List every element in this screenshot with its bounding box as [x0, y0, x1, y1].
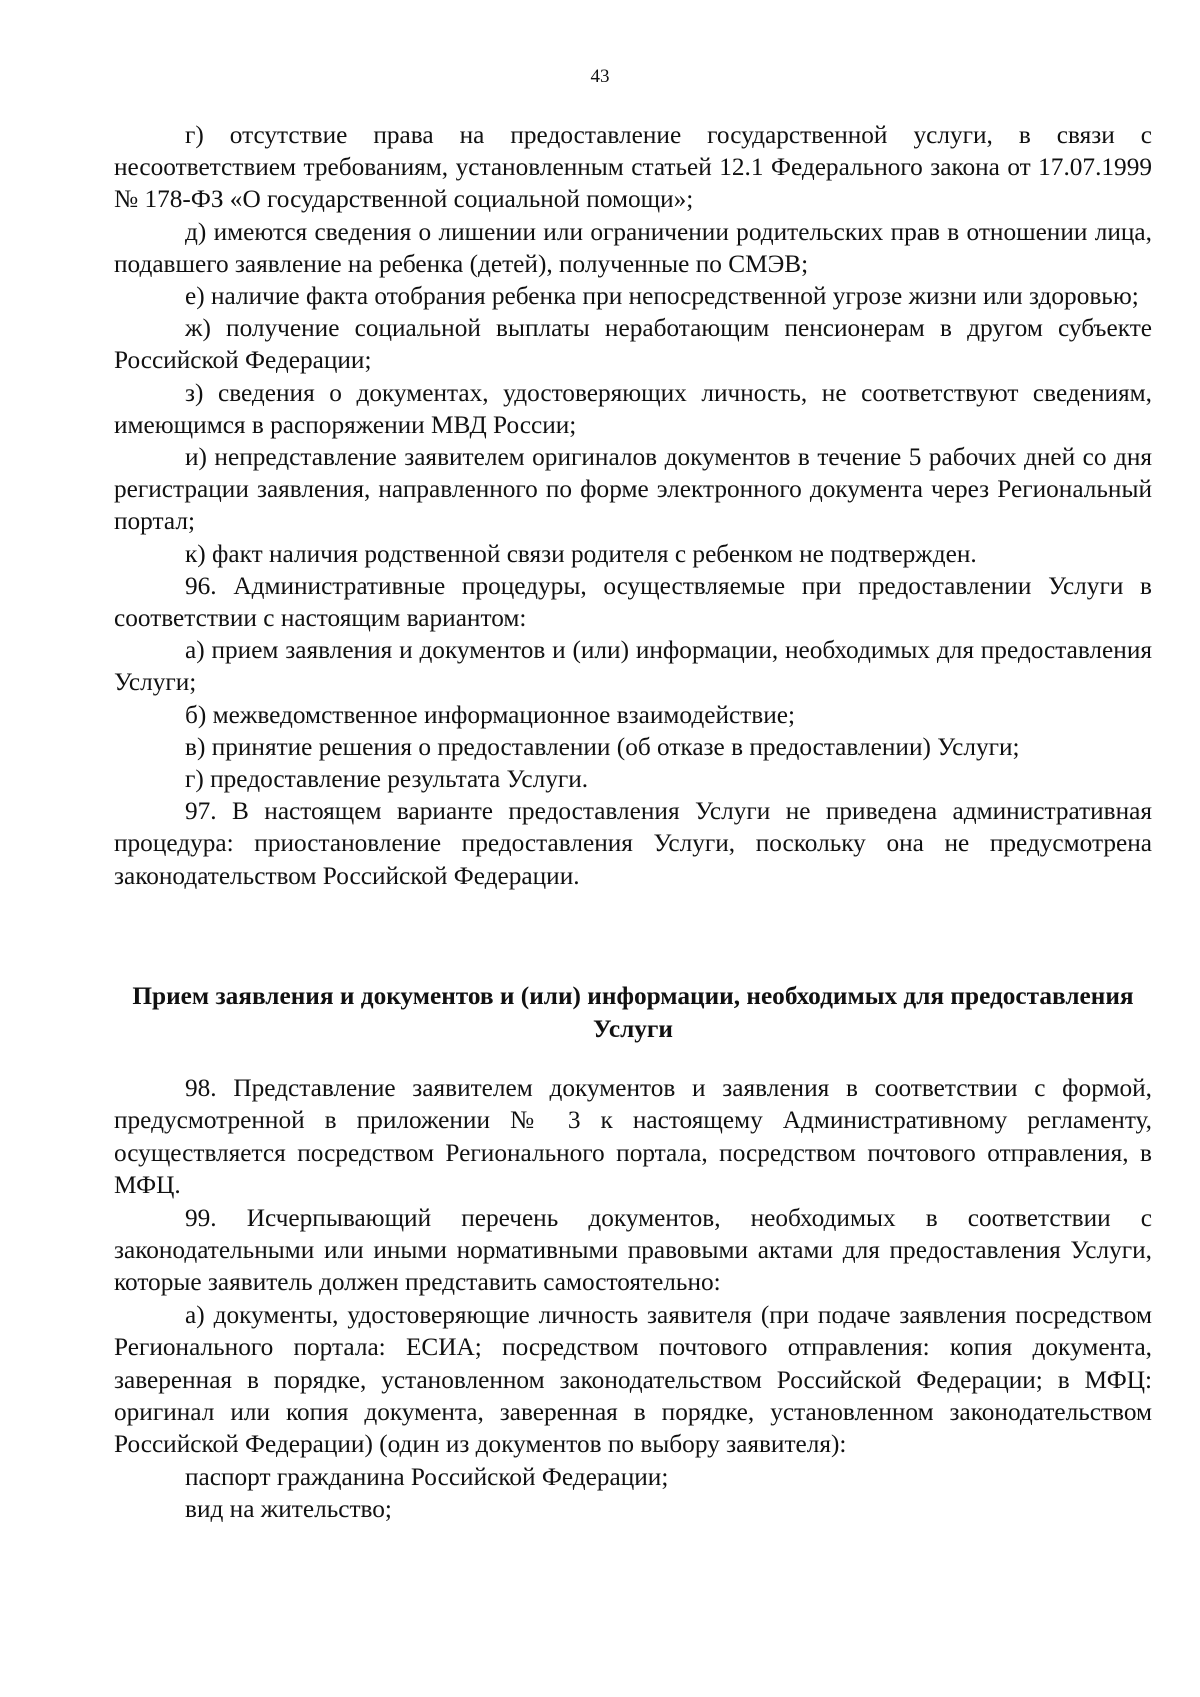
paragraph: вид на жительство;: [185, 1495, 392, 1524]
paragraph: з) сведения о документах, удостоверяющих личность, не соответствуют сведениям, имеющимся в распоряжении МВД России;: [114, 378, 1152, 439]
section-heading: Прием заявления и документов и (или) информации, необходимых для предоставления Услуги: [132, 982, 1134, 1043]
paragraph: 98. Представление заявителем документов и заявления в соответствии с формой, предусмотренной в приложении № 3 к настоящему Административному регламенту, осуществляется посредством Регионального портала, посредством почтового отправления, в МФЦ.: [114, 1074, 1152, 1200]
paragraph: б) межведомственное информационное взаимодействие;: [185, 700, 796, 729]
paragraph: е) наличие факта отобрания ребенка при непосредственной угрозе жизни или здоровью;: [185, 282, 1139, 311]
paragraph: 97. В настоящем варианте предоставления Услуги не приведена административная процедура: приостановление предоставления Услуги, поскольку она не предусмотрена законодательством Российской Федерации.: [114, 797, 1152, 890]
paragraph: 99. Исчерпывающий перечень документов, необходимых в соответствии с законодательными или иными нормативными правовыми актами для предоставления Услуги, которые заявитель должен представить самостоятельно:: [114, 1203, 1152, 1297]
body-text-bottom: [114, 1072, 1152, 1526]
paragraph: а) прием заявления и документов и (или) информации, необходимых для предоставления Услуги;: [114, 636, 1152, 697]
paragraph: 96. Административные процедуры, осуществляемые при предоставлении Услуги в соответствии с настоящим вариантом:: [114, 571, 1152, 633]
paragraph: паспорт гражданина Российской Федерации;: [185, 1462, 669, 1491]
paragraph: к) факт наличия родственной связи родителя с ребенком не подтвержден.: [185, 539, 977, 568]
paragraph: г) предоставление результата Услуги.: [185, 765, 589, 794]
body-text-top: [114, 119, 1152, 892]
paragraph: д) имеются сведения о лишении или ограничении родительских прав в отношении лица, подавшего заявление на ребенка (детей), полученные по СМЭВ;: [114, 217, 1152, 278]
paragraph: и) непредставление заявителем оригиналов документов в течение 5 рабочих дней со дня регистрации заявления, направленного по форме электронного документа через Региональный портал;: [114, 443, 1152, 536]
paragraph: в) принятие решения о предоставлении (об отказе в предоставлении) Услуги;: [185, 732, 1020, 761]
paragraph: а) документы, удостоверяющие личность заявителя (при подаче заявления посредством Регионального портала: ЕСИА; посредством почтового отправления: копия документа, заверенная в порядке, установленном законодательством Российской Федерации; в МФЦ: оригинал или копия документа, заверенная в порядке, установленном законодательством Российской Федерации) (один из документов по выбору заявителя):: [114, 1300, 1152, 1459]
page-number: 43: [590, 66, 610, 87]
paragraph: г) отсутствие права на предоставление государственной услуги, в связи с несоответствием требованиям, установленным статьей 12.1 Федерального закона от 17.07.1999 № 178-ФЗ «О государственной социальной помощи»;: [114, 121, 1152, 214]
paragraph: ж) получение социальной выплаты неработающим пенсионерам в другом субъекте Российской Федерации;: [114, 314, 1152, 375]
